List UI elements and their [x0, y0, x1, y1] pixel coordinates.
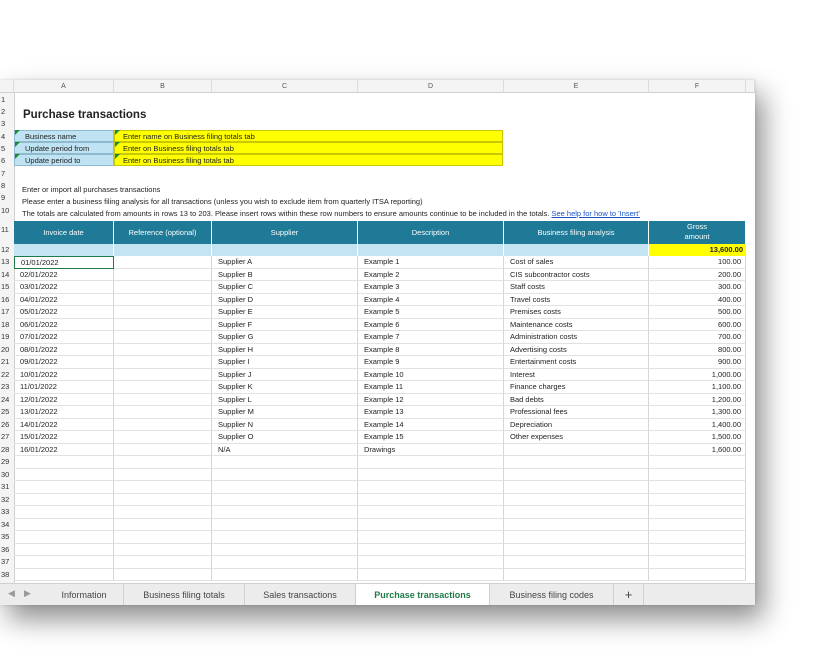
note-line-1: Enter or import all purchases transactions: [22, 185, 161, 194]
cell-ref[interactable]: [114, 481, 212, 494]
cell-ref[interactable]: [114, 281, 212, 294]
cell-date[interactable]: 09/01/2022: [14, 356, 114, 369]
row-number[interactable]: 38: [1, 569, 10, 579]
cell-ref[interactable]: [114, 369, 212, 382]
cell-desc[interactable]: Example 8: [358, 344, 504, 357]
cell-supplier[interactable]: [212, 531, 358, 544]
cell-desc[interactable]: Example 5: [358, 306, 504, 319]
cell-amount[interactable]: 100.00: [649, 256, 746, 269]
cell-analysis[interactable]: Bad debts: [504, 394, 649, 407]
column-header[interactable]: E: [504, 80, 649, 93]
info-input[interactable]: Enter name on Business filing totals tab: [114, 130, 503, 142]
cell-ref[interactable]: [114, 406, 212, 419]
header-gross-line2: amount: [684, 232, 710, 241]
cell-date[interactable]: 13/01/2022: [14, 406, 114, 419]
tab-purchase-transactions[interactable]: Purchase transactions: [356, 584, 490, 605]
cell-ref[interactable]: [114, 319, 212, 332]
cell-amount[interactable]: [649, 456, 746, 469]
cell-supplier[interactable]: Supplier M: [212, 406, 358, 419]
header-invoice-date[interactable]: Invoice date: [14, 221, 114, 244]
cell-supplier[interactable]: Supplier A: [212, 256, 358, 269]
cell-amount[interactable]: [649, 481, 746, 494]
cell-date[interactable]: 14/01/2022: [14, 419, 114, 432]
cell-supplier[interactable]: N/A: [212, 444, 358, 457]
cell-analysis[interactable]: [504, 456, 649, 469]
cell-desc[interactable]: [358, 506, 504, 519]
cell-desc[interactable]: Drawings: [358, 444, 504, 457]
cell-desc[interactable]: Example 14: [358, 419, 504, 432]
cell-analysis[interactable]: Maintenance costs: [504, 319, 649, 332]
cell-ref[interactable]: [114, 519, 212, 532]
cell-date[interactable]: [14, 531, 114, 544]
cell-ref[interactable]: [114, 456, 212, 469]
cell-amount[interactable]: [649, 531, 746, 544]
totals-row-cell[interactable]: [114, 244, 212, 256]
cell-desc[interactable]: [358, 569, 504, 582]
row-number[interactable]: 20: [1, 344, 10, 354]
totals-row-cell[interactable]: [504, 244, 649, 256]
help-insert-link[interactable]: See help for how to 'Insert': [551, 209, 640, 218]
cell-amount[interactable]: [649, 544, 746, 557]
header-reference[interactable]: Reference (optional): [114, 221, 212, 244]
row-number[interactable]: 27: [1, 432, 10, 441]
cell-ref[interactable]: [114, 556, 212, 569]
cell-desc[interactable]: [358, 519, 504, 532]
cell-desc[interactable]: [358, 544, 504, 557]
cell-date[interactable]: [14, 481, 114, 494]
cell-desc[interactable]: Example 11: [358, 381, 504, 394]
row-number[interactable]: 8: [1, 181, 6, 190]
cell-ref[interactable]: [114, 419, 212, 432]
row-number[interactable]: 22: [1, 369, 10, 379]
cell-ref[interactable]: [114, 306, 212, 319]
sheet-tab-bar: [0, 583, 755, 605]
info-input[interactable]: Enter on Business filing totals tab: [114, 142, 503, 154]
cell-amount[interactable]: [649, 494, 746, 507]
cell-date[interactable]: [14, 569, 114, 582]
cell-desc[interactable]: Example 15: [358, 431, 504, 444]
tab-business-filing-totals[interactable]: Business filing totals: [124, 584, 245, 605]
cell-analysis[interactable]: Cost of sales: [504, 256, 649, 269]
comment-marker-icon: [115, 142, 120, 147]
cell-desc[interactable]: [358, 481, 504, 494]
note-line-3-text: The totals are calculated from amounts in rows 13 to 203. Please insert rows within these row numbers to ensure amounts continue to be included in the totals.: [22, 209, 550, 218]
cell-ref[interactable]: [114, 494, 212, 507]
cell-desc[interactable]: Example 2: [358, 269, 504, 282]
cell-date[interactable]: 04/01/2022: [14, 294, 114, 307]
cell-amount[interactable]: [649, 469, 746, 482]
cell-analysis[interactable]: [504, 444, 649, 457]
cell-desc[interactable]: Example 10: [358, 369, 504, 382]
info-label: Update period from: [14, 142, 114, 154]
info-label: Business name: [14, 130, 114, 142]
cell-date[interactable]: [14, 556, 114, 569]
cell-analysis[interactable]: Professional fees: [504, 406, 649, 419]
cell-amount[interactable]: [649, 569, 746, 582]
cell-analysis[interactable]: [504, 519, 649, 532]
sheet-title: Purchase transactions: [23, 109, 147, 121]
cell-analysis[interactable]: [504, 506, 649, 519]
header-business-filing-analysis[interactable]: Business filing analysis: [504, 221, 649, 244]
cell-analysis[interactable]: Finance charges: [504, 381, 649, 394]
cell-ref[interactable]: [114, 531, 212, 544]
comment-marker-icon: [115, 154, 120, 159]
cell-desc[interactable]: [358, 469, 504, 482]
row-number[interactable]: 33: [1, 507, 10, 516]
cell-analysis[interactable]: Premises costs: [504, 306, 649, 319]
cell-date[interactable]: 15/01/2022: [14, 431, 114, 444]
cell-supplier[interactable]: [212, 494, 358, 507]
row-number[interactable]: 10: [1, 206, 10, 215]
cell-ref[interactable]: [114, 431, 212, 444]
cell-amount[interactable]: 500.00: [649, 306, 746, 319]
cell-supplier[interactable]: Supplier L: [212, 394, 358, 407]
cell-desc[interactable]: [358, 531, 504, 544]
cell-analysis[interactable]: [504, 481, 649, 494]
totals-row-cell[interactable]: [358, 244, 504, 256]
cell-date[interactable]: 11/01/2022: [14, 381, 114, 394]
cell-supplier[interactable]: [212, 519, 358, 532]
info-input[interactable]: Enter on Business filing totals tab: [114, 154, 503, 166]
cell-supplier[interactable]: Supplier H: [212, 344, 358, 357]
totals-row-cell[interactable]: [212, 244, 358, 256]
spreadsheet-window: [0, 80, 755, 605]
cell-amount[interactable]: 1,500.00: [649, 431, 746, 444]
cell-supplier[interactable]: Supplier B: [212, 269, 358, 282]
column-header[interactable]: A: [14, 80, 114, 93]
cell-ref[interactable]: [114, 569, 212, 582]
cell-ref[interactable]: [114, 331, 212, 344]
row-number[interactable]: 2: [1, 107, 6, 116]
cell-desc[interactable]: Example 9: [358, 356, 504, 369]
cell-date[interactable]: 16/01/2022: [14, 444, 114, 457]
note-line-2: Please enter a business filing analysis for all transactions (unless you wish to exclude item from quarterly ITSA reporting): [22, 197, 423, 206]
row-number[interactable]: 5: [1, 144, 6, 153]
cell-supplier[interactable]: Supplier I: [212, 356, 358, 369]
header-description[interactable]: Description: [358, 221, 504, 244]
cell-supplier[interactable]: Supplier D: [212, 294, 358, 307]
cell-amount[interactable]: 1,200.00: [649, 394, 746, 407]
row-number[interactable]: 26: [1, 419, 10, 429]
cell-amount[interactable]: 900.00: [649, 356, 746, 369]
cell-supplier[interactable]: Supplier N: [212, 419, 358, 432]
cell-date[interactable]: [14, 544, 114, 557]
tab-business-filing-codes[interactable]: Business filing codes: [490, 584, 614, 605]
row-number[interactable]: 1: [1, 95, 6, 104]
cell-desc[interactable]: Example 12: [358, 394, 504, 407]
cell-date[interactable]: 08/01/2022: [14, 344, 114, 357]
tab-sales-transactions[interactable]: Sales transactions: [245, 584, 356, 605]
row-number[interactable]: 28: [1, 444, 10, 454]
cell-supplier[interactable]: Supplier K: [212, 381, 358, 394]
row-number[interactable]: 14: [1, 269, 10, 279]
cell-date[interactable]: 10/01/2022: [14, 369, 114, 382]
totals-row-cell[interactable]: [14, 244, 114, 256]
cell-amount[interactable]: 1,000.00: [649, 369, 746, 382]
cell-date[interactable]: [14, 456, 114, 469]
cell-ref[interactable]: [114, 356, 212, 369]
cell-desc[interactable]: [358, 494, 504, 507]
row-number[interactable]: 3: [1, 119, 6, 128]
column-header[interactable]: F: [649, 80, 746, 93]
cell-desc[interactable]: [358, 456, 504, 469]
cell-date[interactable]: 02/01/2022: [14, 269, 114, 282]
cell-supplier[interactable]: Supplier C: [212, 281, 358, 294]
cell-ref[interactable]: [114, 344, 212, 357]
comment-marker-icon: [15, 130, 20, 135]
cell-amount[interactable]: 1,100.00: [649, 381, 746, 394]
row-number[interactable]: 30: [1, 469, 10, 479]
cell-analysis[interactable]: Staff costs: [504, 281, 649, 294]
select-all-corner[interactable]: [0, 80, 14, 93]
row-number[interactable]: 25: [1, 407, 10, 416]
cell-date[interactable]: 06/01/2022: [14, 319, 114, 332]
cell-ref[interactable]: [114, 269, 212, 282]
cell-analysis[interactable]: Administration costs: [504, 331, 649, 344]
cell-amount[interactable]: 200.00: [649, 269, 746, 282]
cell-analysis[interactable]: [504, 556, 649, 569]
cell-ref[interactable]: [114, 469, 212, 482]
cell-amount[interactable]: 1,400.00: [649, 419, 746, 432]
cell-date[interactable]: 07/01/2022: [14, 331, 114, 344]
row-number[interactable]: 24: [1, 394, 10, 404]
cell-amount[interactable]: 400.00: [649, 294, 746, 307]
comment-marker-icon: [15, 142, 20, 147]
cell-amount[interactable]: 800.00: [649, 344, 746, 357]
cell-desc[interactable]: Example 3: [358, 281, 504, 294]
row-number[interactable]: 19: [1, 332, 10, 341]
row-number[interactable]: 29: [1, 457, 10, 466]
cell-analysis[interactable]: Other expenses: [504, 431, 649, 444]
row-number[interactable]: 16: [1, 294, 10, 304]
cell-ref[interactable]: [114, 444, 212, 457]
row-number[interactable]: 17: [1, 307, 10, 316]
row-number[interactable]: 13: [1, 257, 10, 266]
row-number[interactable]: 31: [1, 482, 10, 491]
row-number[interactable]: 11: [1, 225, 9, 234]
row-number[interactable]: 15: [1, 282, 10, 291]
column-header[interactable]: B: [114, 80, 212, 93]
cell-ref[interactable]: [114, 294, 212, 307]
row-number[interactable]: 21: [1, 357, 10, 366]
cell-desc[interactable]: Example 6: [358, 319, 504, 332]
cell-analysis[interactable]: [504, 531, 649, 544]
row-number[interactable]: 32: [1, 494, 10, 504]
cell-supplier[interactable]: Supplier O: [212, 431, 358, 444]
row-number[interactable]: 4: [1, 132, 6, 141]
cell-amount[interactable]: 700.00: [649, 331, 746, 344]
add-sheet-button[interactable]: +: [614, 584, 644, 605]
cell-supplier[interactable]: Supplier F: [212, 319, 358, 332]
cell-analysis[interactable]: [504, 569, 649, 582]
cell-desc[interactable]: Example 7: [358, 331, 504, 344]
cell-analysis[interactable]: CIS subcontractor costs: [504, 269, 649, 282]
cell-desc[interactable]: Example 13: [358, 406, 504, 419]
header-gross-amount[interactable]: [649, 221, 746, 244]
cell-desc[interactable]: [358, 556, 504, 569]
cell-amount[interactable]: 1,300.00: [649, 406, 746, 419]
cell-supplier[interactable]: [212, 506, 358, 519]
cell-date[interactable]: 05/01/2022: [14, 306, 114, 319]
gross-amount-total[interactable]: 13,600.00: [649, 244, 746, 256]
column-header[interactable]: [746, 80, 755, 93]
row-number[interactable]: 9: [1, 193, 6, 202]
row-number[interactable]: 36: [1, 544, 10, 554]
cell-amount[interactable]: 600.00: [649, 319, 746, 332]
cell-desc[interactable]: Example 1: [358, 256, 504, 269]
cell-amount[interactable]: 1,600.00: [649, 444, 746, 457]
cell-ref[interactable]: [114, 506, 212, 519]
row-number[interactable]: 35: [1, 532, 10, 541]
cell-ref[interactable]: [114, 381, 212, 394]
row-number[interactable]: 37: [1, 557, 10, 566]
cell-supplier[interactable]: [212, 556, 358, 569]
cell-amount[interactable]: [649, 506, 746, 519]
active-cell[interactable]: 01/01/2022: [14, 256, 114, 269]
cell-analysis[interactable]: [504, 544, 649, 557]
row-number[interactable]: 6: [1, 156, 6, 165]
cell-analysis[interactable]: [504, 494, 649, 507]
cell-analysis[interactable]: Interest: [504, 369, 649, 382]
cell-supplier[interactable]: [212, 569, 358, 582]
cell-ref[interactable]: [114, 544, 212, 557]
cell-date[interactable]: [14, 506, 114, 519]
header-supplier[interactable]: Supplier: [212, 221, 358, 244]
cell-date[interactable]: [14, 469, 114, 482]
tab-scroll-right-icon[interactable]: ▶: [24, 588, 31, 598]
cell-analysis[interactable]: Advertising costs: [504, 344, 649, 357]
cell-analysis[interactable]: Depreciation: [504, 419, 649, 432]
cell-analysis[interactable]: Travel costs: [504, 294, 649, 307]
cell-supplier[interactable]: [212, 481, 358, 494]
cell-supplier[interactable]: [212, 544, 358, 557]
cell-amount[interactable]: [649, 519, 746, 532]
row-number[interactable]: 7: [1, 169, 6, 178]
cell-ref[interactable]: [114, 394, 212, 407]
cell-date[interactable]: [14, 519, 114, 532]
note-line-3: [22, 209, 640, 218]
comment-marker-icon: [15, 154, 20, 159]
cell-date[interactable]: 12/01/2022: [14, 394, 114, 407]
cell-analysis[interactable]: Entertainment costs: [504, 356, 649, 369]
cell-amount[interactable]: [649, 556, 746, 569]
row-number[interactable]: 34: [1, 519, 10, 529]
cell-amount[interactable]: 300.00: [649, 281, 746, 294]
cell-date[interactable]: [14, 494, 114, 507]
cell-supplier[interactable]: Supplier J: [212, 369, 358, 382]
header-gross-line1: Gross: [686, 222, 707, 231]
cell-supplier[interactable]: Supplier G: [212, 331, 358, 344]
cell-date[interactable]: 03/01/2022: [14, 281, 114, 294]
tab-scroll-left-icon[interactable]: ◀: [8, 588, 15, 598]
cell-supplier[interactable]: [212, 469, 358, 482]
cell-analysis[interactable]: [504, 469, 649, 482]
column-header[interactable]: D: [358, 80, 504, 93]
cell-ref[interactable]: [114, 256, 212, 269]
info-label: Update period to: [14, 154, 114, 166]
row-number[interactable]: 18: [1, 319, 10, 329]
cell-supplier[interactable]: Supplier E: [212, 306, 358, 319]
column-header[interactable]: C: [212, 80, 358, 93]
row-number[interactable]: 23: [1, 382, 10, 391]
tab-information[interactable]: Information: [45, 584, 124, 605]
comment-marker-icon: [115, 130, 120, 135]
row-number[interactable]: 12: [1, 245, 10, 254]
cell-supplier[interactable]: [212, 456, 358, 469]
cell-desc[interactable]: Example 4: [358, 294, 504, 307]
